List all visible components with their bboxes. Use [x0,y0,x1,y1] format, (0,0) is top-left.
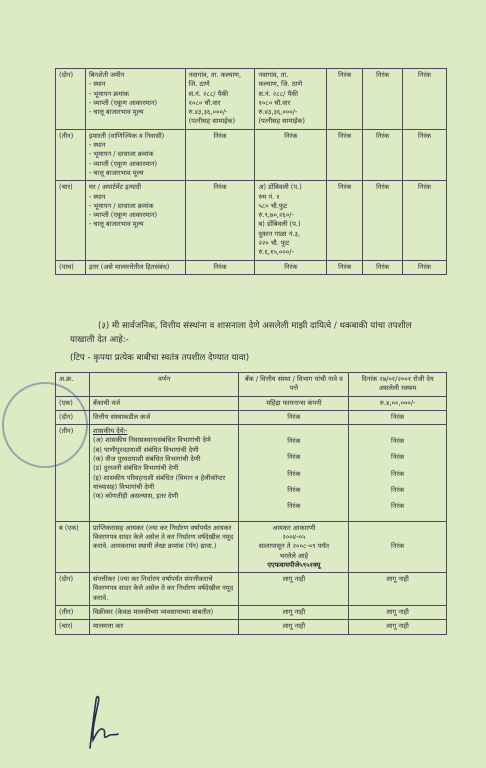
asset-no: (पाच) [56,260,86,274]
asset-subitem: - भूमापन क्रमांक [88,89,129,98]
asset-subitem: - व्याप्ती (एकूण आकारमान) [88,98,158,107]
liability-no: (दोन) [56,410,90,424]
govt-dues-bank-value: निरंक [287,486,301,495]
header-no: अ.क्र. [56,373,90,397]
asset-spouse-line: ब) डोंबिवली (प.) [258,220,301,229]
asset-spouse-line: रु.४३,३६,०००/- [258,108,298,117]
liability-row [56,573,447,606]
asset-dependent: निरंक [363,181,403,260]
asset-spouse [255,69,327,130]
asset-dependent: निरंक [403,181,447,260]
asset-spouse-line: दुकान गाळा नं.३, [258,229,300,238]
asset-self-line: (पत्नीसह सामाईक) [188,117,236,126]
asset-row [56,260,447,274]
govt-dues-amount-value: निरंक [391,453,405,462]
asset-spouse-line: रु.६,१५,०००/- [258,248,294,257]
liability-row [56,396,447,410]
govt-dues-bank-value: निरंक [287,469,301,478]
asset-row [56,69,447,130]
liability-desc: वित्तीय संस्थाकडील कर्ज [89,410,239,424]
liability-desc: बँकाची वर्ज [89,396,239,410]
liability-desc: संपत्तीकर (ज्या कर निर्धारण वर्षापर्यंत संपत्तीकराचे विवरणपत्र सादर केले असेल ते कर निर्धारण वर्षदेखील नमूद करावे. [89,573,239,606]
liability-no: ब (एक) [56,521,90,572]
asset-desc [85,260,185,274]
signature [82,690,122,750]
asset-subitem: - व्याप्ती (एकूण आकारमान) [88,211,158,220]
asset-dependent: निरंक [327,129,363,180]
govt-dues-bank-value: निरंक [287,437,301,446]
govt-dues-bank-value: निरंक [287,453,301,462]
asset-subitem: - भूमापन / दरवाजा क्रमांक [88,201,154,210]
asset-spouse [255,260,327,274]
asset-subitem: - व्याप्ती (एकूण आकारमान) [88,159,158,168]
asset-dependent: निरंक [403,129,447,180]
asset-title: इमारती (वाणिज्यिक व निवासी) [88,131,165,140]
govt-dues-item: (अ) शासकीय निवासस्थानासंबंधित विभागांची देणे [92,436,211,445]
govt-dues-amount-value: निरंक [391,486,405,495]
govt-dues-item: (क) वीज पुरवठयाशी संबंधित विभागांची देणी [92,455,201,464]
asset-spouse-line: रुम नं. १ [258,192,280,201]
liability-amount: निरंक [349,410,447,424]
asset-self-line: निरंक [213,183,227,192]
liability-no: (दोन) [56,573,90,606]
liabilities-table [55,372,447,635]
liability-bank: लागू नाही [239,573,349,606]
liability-row [56,620,447,634]
income-tax-line: भरलेले आहे [279,551,309,560]
asset-self-line: स.नं. २८८/ पैकी [188,89,229,98]
liability-desc: विक्रीकर (केवळ मालकीच्या व्यवसायाच्या बाबतीत) [89,606,239,620]
asset-dependent: निरंक [327,69,363,130]
asset-no: (तीन) [56,129,86,180]
income-tax-line: आयकर आकारणी [272,523,316,532]
asset-dependent: निरंक [403,260,447,274]
liability-no: (चार) [56,620,90,634]
asset-spouse-line: ५८० चौ.फुट [258,201,288,210]
income-tax-row [56,521,447,572]
asset-self [185,260,255,274]
asset-self [185,181,255,260]
liabilities-header-row [56,373,447,397]
liability-no: (एक) [56,396,90,410]
govt-dues-amount [349,425,447,521]
asset-dependent: निरंक [363,129,403,180]
govt-dues-desc [89,425,239,521]
asset-spouse-line: निरंक [284,131,298,140]
asset-spouse [255,181,327,260]
income-tax-bank [239,521,349,572]
liability-amount: लागू नाही [349,606,447,620]
govt-dues-row [56,425,447,521]
header-desc: वर्णन [89,373,239,397]
govt-dues-amount-value: निरंक [391,469,405,478]
asset-dependent: निरंक [363,69,403,130]
liability-bank: लागू नाही [239,620,349,634]
liability-desc: मालमत्ता कर [89,620,239,634]
asset-self [185,129,255,180]
asset-spouse-line: स.नं. २८८/ पैकी [258,89,298,98]
asset-desc [85,69,185,130]
asset-desc [85,129,185,180]
govt-dues-title: शासकीय देयेः- [92,427,128,436]
note-text: (टिप - कृपया प्रत्येक बाबीचा स्वतंत्र तपशील देण्यात यावा) [70,353,250,363]
asset-spouse-line: निरंक [284,262,298,271]
asset-no: (चार) [56,181,86,260]
asset-row [56,181,447,260]
liabilities-intro: (३) मी सार्वजनिक, वित्तीय संस्थांना व शासनाला देणे असलेली माझी दायित्वे / थकबाकी यांचा तपशील [98,321,412,331]
asset-spouse-line: १०८० चौ.वार [258,98,291,107]
liability-row [56,606,447,620]
asset-dependent: निरंक [363,260,403,274]
asset-subitem: - स्थान [88,141,106,150]
asset-self-line: निरंक [213,262,227,271]
income-tax-amount: निरंक [349,521,447,572]
asset-subitem: - स्थान [88,192,106,201]
govt-dues-bank [239,425,349,521]
asset-dependent: निरंक [327,181,363,260]
liability-bank: निरंक [239,410,349,424]
govt-dues-item: (फ) कोणतीही असल्यास, इतर देणी [92,492,179,501]
liability-amount: लागू नाही [349,573,447,606]
asset-title: घर / अपार्टमेंट इत्यादी [88,183,142,192]
asset-dependent: निरंक [403,69,447,130]
income-tax-desc: प्राप्तिकरासह आयकर (ज्या कर निर्धारण वर्षापर्यंत आयकर विवरणपत्र सादर केले असेल ते कर निर्धारण वर्षदेखील नमूद करावे. आयकराचा स्थायी लेखा क्रमांक (पॅन) द्यावा.) [89,521,239,572]
header-bank: बँक / वित्तीय संस्था / विभाग यांची नावे व पत्ते [239,373,349,397]
asset-subitem: - चालू बाजारभाव मूल्य [88,168,144,177]
income-tax-line: सालापासून ते २००८-०९ पर्यंत [258,542,329,551]
header-amount: दिनांक २७/०१/२००१ रोजी देय असलेली रक्कम [349,373,447,397]
asset-spouse-line: अ) डोंबिवली (प.) [258,183,302,192]
asset-self-line: जि. ठाणे [188,80,210,89]
pan-number: एएफवायपीजे५९५१क्यू [267,560,321,569]
asset-title: इतर (असे मालमत्तेतील हितसंबंध) [88,262,170,271]
asset-spouse-line: २२० चौ. फुट [258,239,290,248]
govt-dues-bank-value: निरंक [287,502,301,511]
govt-dues-amount-value: निरंक [391,437,405,446]
asset-self-line: १०८० चौ.वार [188,98,221,107]
govt-dues-item: (ड) दुरध्वनी संबंधित विभागांची देणी [92,464,179,473]
asset-spouse [255,129,327,180]
asset-spouse-line: (पत्नीसह सामाईक) [258,117,305,126]
asset-self-line: नवागांव, ता. कल्याण, [188,71,242,79]
asset-spouse-line: कल्याण, जि. ठाणे [258,80,303,89]
liability-bank: महिंद्रा फायनान्स कंपनी [239,396,349,410]
liabilities-intro-cont: याखाली देत आहे:- [70,335,129,345]
asset-row [56,129,447,180]
asset-no: (दोन) [56,69,86,130]
asset-subitem: - स्थान [88,80,106,89]
govt-dues-item: (इ) शासकीय परिवहनाशी संबंधित (विमान व हेलीकॉप्टर यांच्यासह) विभागांची देणी [92,473,226,491]
asset-self [185,69,255,130]
liability-no: (तीन) [56,606,90,620]
asset-desc [85,181,185,260]
asset-spouse-line: रु.९,७०,२६०/- [258,211,294,220]
asset-self-line: निरंक [213,131,227,140]
liability-amount: लागू नाही [349,620,447,634]
asset-title: बिनशेती जमीन [88,71,125,79]
income-tax-line: २००४-०५ [282,532,306,541]
asset-self-line: रु.४३,३६,०००/- [188,108,228,117]
asset-subitem: - चालू बाजारभाव मूल्य [88,108,144,117]
liability-row [56,410,447,424]
liability-no: (तीन) [56,425,90,521]
asset-subitem: - भूमापन / दरवाजा क्रमांक [88,150,154,159]
asset-subitem: - चालू बाजारभाव मूल्य [88,220,144,229]
assets-table [55,68,447,275]
asset-spouse-line: नवागांव, ता. [258,71,289,79]
liability-bank: लागू नाही [239,606,349,620]
liability-amount: रु.४,००,०००/- [349,396,447,410]
govt-dues-amount-value: निरंक [391,502,405,511]
govt-dues-item: (ब) पाणीपुरवठयाशी संबंधित विभागांची देणी [92,445,199,454]
asset-dependent: निरंक [327,260,363,274]
